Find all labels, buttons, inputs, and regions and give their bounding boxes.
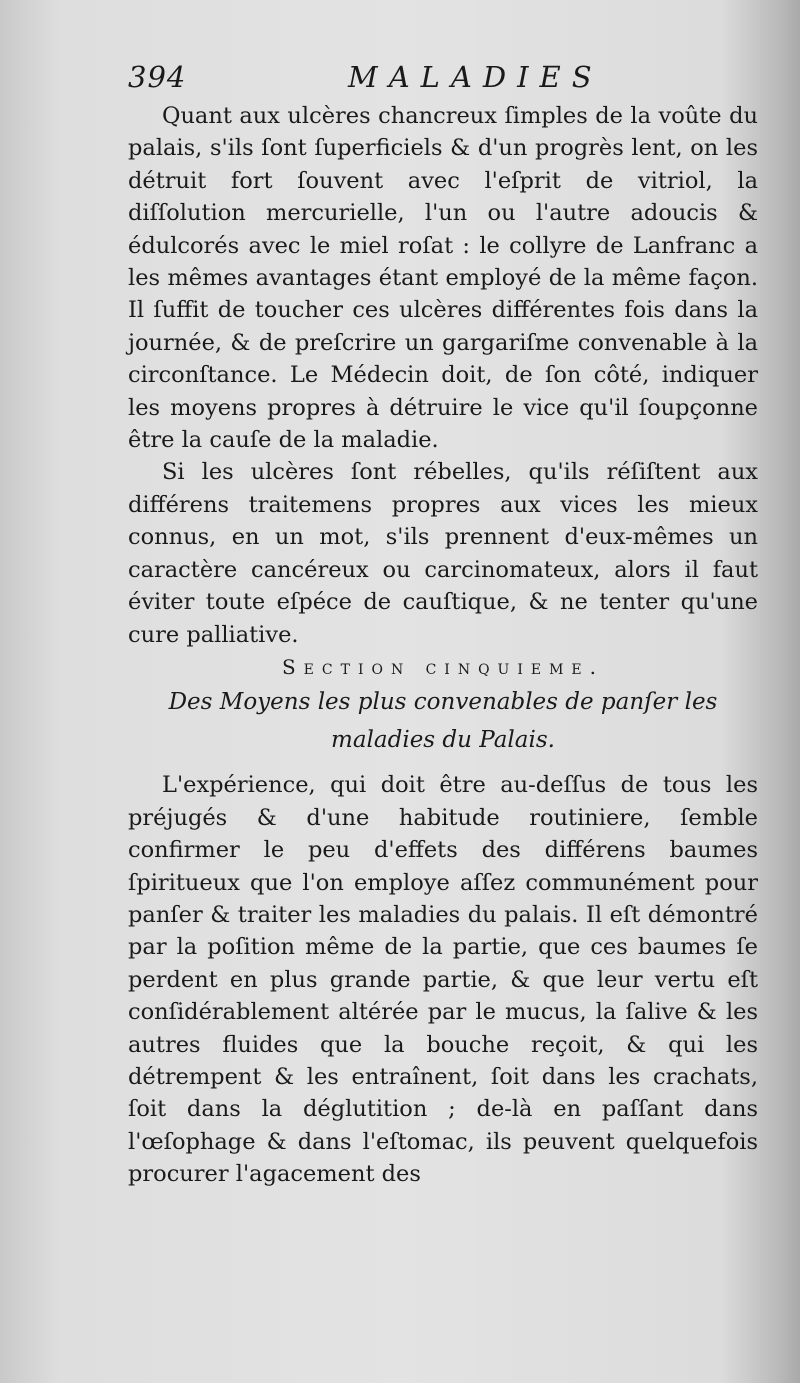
page-number: 394 [128,60,187,94]
paragraph-experience: L'expérience, qui doit être au-deſſus de tous les préjugés & d'une habitude routiniere, ſemble confirmer le peu d'effets des différens baumes ſpiritueux que l'on employe aſſez communément pour panſer & traiter les maladies du palais. Il eſt démontré par la poſition même de la partie, que ces baumes ſe perdent en plus grande partie, & que leur vertu eſt conſidérablement altérée par le mucus, la ſalive & les autres fluides que la bouche reçoit, & qui les détrempent & les entraînent, ſoit dans les crachats, ſoit dans la déglutition ; de-là en paſſant dans l'œſophage & dans l'eſtomac, ils peuvent quelquefois procurer l'agacement des [128,772,758,1188]
section-heading: Section cinquieme. [281,654,605,679]
body-text [128,100,758,1191]
section-subheading: Des Moyens les plus convenables de panſer les maladies du Palais. [168,689,718,754]
running-head [128,60,768,100]
paragraph-ulceres-rebelles: Si les ulcères ſont rébelles, qu'ils réſiſtent aux différens traitemens propres aux vices les mieux connus, en un mot, s'ils prennent d'eux-mêmes un caractère cancéreux ou carcinomateux, alors il faut éviter toute eſpéce de cauſtique, & ne tenter qu'une cure palliative. [128,459,758,648]
paragraph-ulceres-simples: Quant aux ulcères chancreux ſimples de la voûte du palais, s'ils ſont ſuperficiels & d'un progrès lent, on les détruit fort ſouvent avec l'eſprit de vitriol, la diſſolution mercurielle, l'un ou l'autre adoucis & édulcorés avec le miel roſat : le collyre de Lanfranc a les mêmes avantages étant employé de la même façon. Il ſuffit de toucher ces ulcères différentes fois dans la journée, & de preſcrire un gargariſme convenable à la circonſtance. Le Médecin doit, de ſon côté, indiquer les moyens propres à détruire le vice qu'il ſoupçonne être la cauſe de la maladie. [128,103,758,454]
running-title: MALADIES [348,60,603,94]
